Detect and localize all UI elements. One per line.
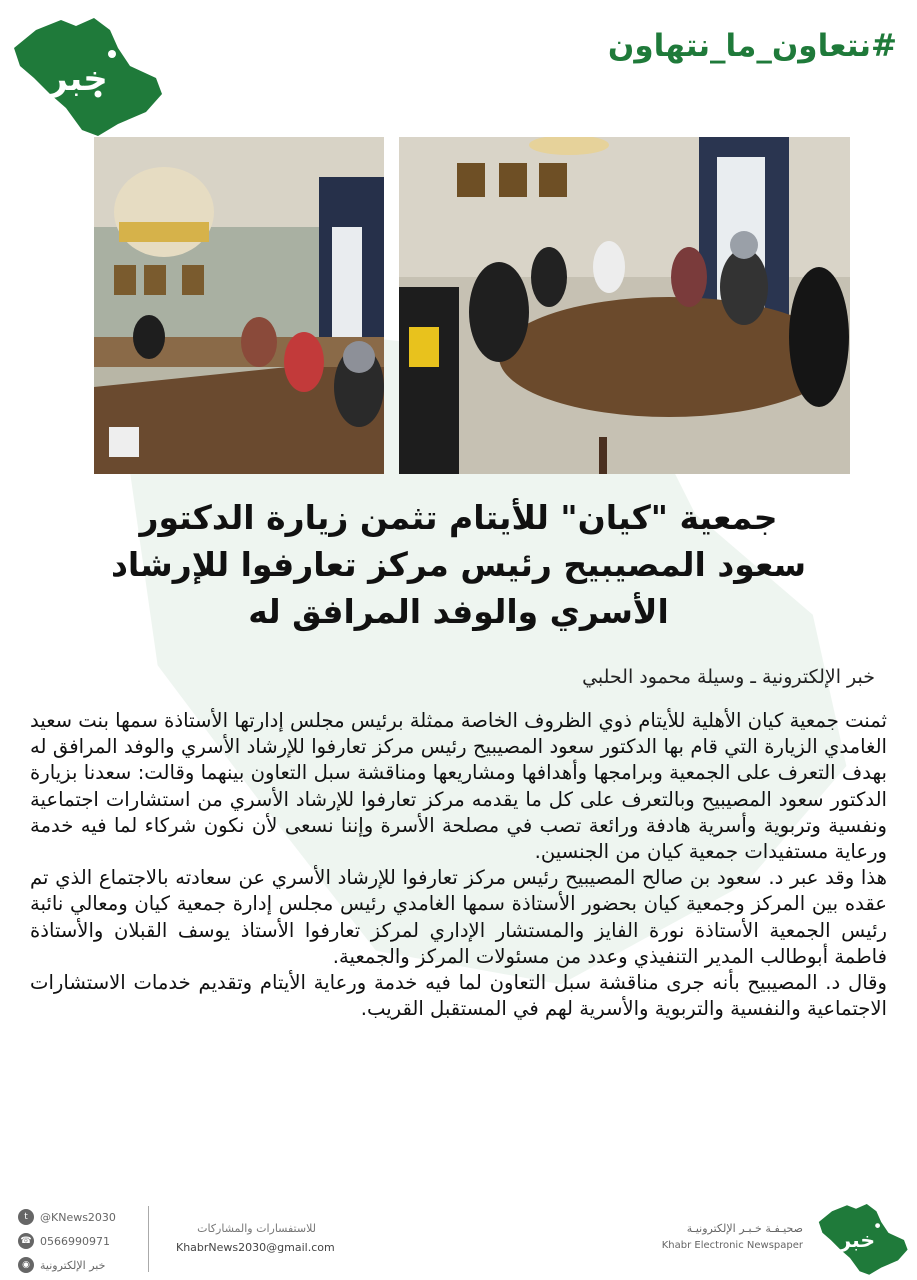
whatsapp-icon: ☎ bbox=[18, 1233, 34, 1249]
snapchat-name: خبر الإلكترونية bbox=[40, 1258, 106, 1272]
footer-logo-text: خبر bbox=[839, 1228, 876, 1253]
footer-divider bbox=[148, 1206, 149, 1272]
inquiries-block bbox=[176, 1222, 335, 1254]
headline-line-3: الأسري والوفد المرافق له bbox=[248, 592, 669, 631]
headline-line-2: سعود المصيبيح رئيس مركز تعارفوا للإرشاد bbox=[110, 545, 807, 584]
twitter-contact[interactable] bbox=[18, 1205, 148, 1229]
inquiries-label: للاستفسارات والمشاركات bbox=[197, 1222, 316, 1235]
article-paragraph: وقال د. المصيبيح بأنه جرى مناقشة سبل التعاون لما فيه خدمة ورعاية الأيتام وتقديم خدمات الاستشارات الاجتماعية والنفسية والتربوية والأسرية لهم في المستقبل القريب. bbox=[30, 971, 887, 1021]
khabr-logo-footer bbox=[812, 1198, 912, 1276]
whatsapp-number: 0566990971 bbox=[40, 1234, 110, 1248]
byline: خبر الإلكترونية ـ وسيلة محمود الحلبي bbox=[582, 666, 875, 688]
meeting-photo-right bbox=[399, 137, 850, 474]
hashtag: #نتعاون_ما_نتهاون bbox=[607, 28, 897, 64]
contact-email[interactable]: KhabrNews2030@gmail.com bbox=[176, 1241, 335, 1254]
contact-list bbox=[18, 1205, 148, 1277]
twitter-icon: t bbox=[18, 1209, 34, 1225]
whatsapp-contact[interactable] bbox=[18, 1229, 148, 1253]
brand-name-english: Khabr Electronic Newspaper bbox=[661, 1240, 803, 1251]
twitter-handle: @KNews2030 bbox=[40, 1210, 116, 1224]
brand-name-arabic: صحيـفـة خـبـر الإلكترونيـة bbox=[686, 1222, 803, 1235]
meeting-photo-left bbox=[94, 137, 384, 474]
headline bbox=[60, 494, 857, 635]
article-paragraph: ثمنت جمعية كيان الأهلية للأيتام ذوي الظروف الخاصة ممثلة برئيس مجلس إدارتها الأستاذة سمها بنت سعيد الغامدي الزيارة التي قام بها الدكتور سعود المصيبيح رئيس مركز تعارفوا للإرشاد الأسري والوفد المرافق له بهدف التعرف على الجمعية وبرامجها وأهدافها ومشاريعها ومناقشة سبل التعاون بينهما وقالت: سعدنا بزيارة الدكتور سعود المصيبيح وبالتعرف على كل ما يقدمه مركز تعارفوا للإرشاد الأسري من استشارات اجتماعية ونفسية وتربوية وأسرية هادفة ورائعة تصب في مصلحة الأسرة وإننا نسعى لأن نكون شركاء لما فيه خدمة ورعاية مستفيدات جمعية كيان من الجنسين. bbox=[30, 709, 887, 864]
article-body bbox=[30, 708, 887, 1022]
khabr-logo bbox=[6, 8, 166, 138]
snapchat-icon: ◉ bbox=[18, 1257, 34, 1273]
logo-text: خبر bbox=[48, 59, 108, 99]
article-paragraph: هذا وقد عبر د. سعود بن صالح المصيبيح رئيس مركز تعارفوا للإرشاد الأسري عن سعادته بالاجتماع الذي تم عقده بين المركز وجمعية كيان بحضور الأستاذة سمها الغامدي رئيس مجلس إدارة جمعية كيان ومعالي نائبة رئيس الجمعية الأستاذة نورة الفايز والمستشار الإداري لمركز تعارفوا الأستاذ يوسف القبلان والأستاذة فاطمة أبوطالب المدير التنفيذي وعدد من مسئولات المركز والجمعية. bbox=[30, 866, 887, 968]
headline-line-1: جمعية "كيان" للأيتام تثمن زيارة الدكتور bbox=[139, 498, 778, 537]
brand-block bbox=[615, 1222, 803, 1251]
snapchat-contact[interactable] bbox=[18, 1253, 148, 1277]
